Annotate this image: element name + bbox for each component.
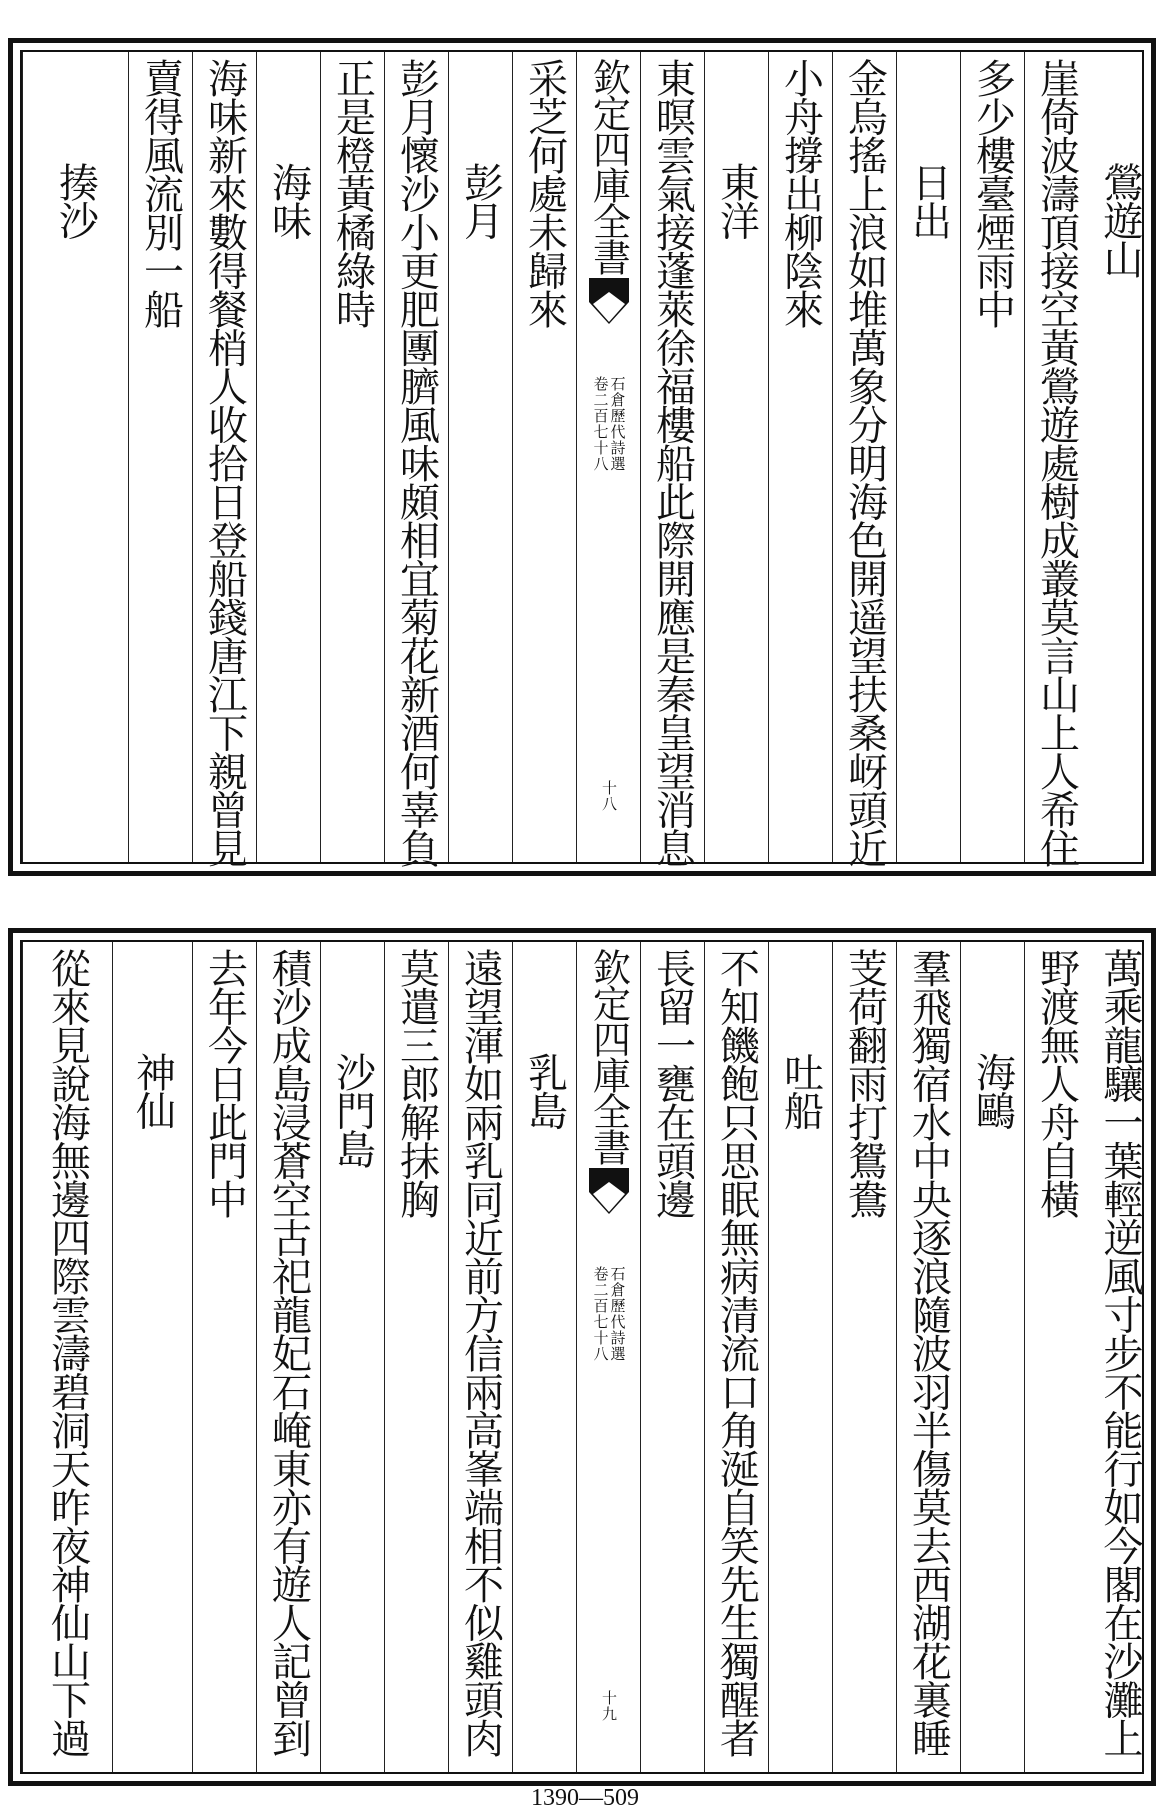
column [192, 52, 256, 867]
column-text: 日出 [905, 162, 952, 239]
center-band [576, 942, 640, 1772]
fish-tail-mark-icon [589, 1168, 629, 1214]
column [512, 52, 576, 862]
column [22, 52, 128, 862]
column-text: 崖倚波濤頂接空黃鶯遊處樹成叢莫言山上人希住 [1033, 58, 1080, 867]
column-text: 吐船 [777, 1052, 824, 1129]
column-text: 沙門島 [329, 1052, 376, 1168]
column [704, 52, 768, 862]
column [768, 942, 832, 1772]
book-title: 欽定四庫全書 [586, 948, 631, 1164]
column-text: 采芝何處未歸來 [521, 58, 568, 328]
column [320, 942, 384, 1772]
fish-tail-mark-icon [589, 278, 629, 324]
column [448, 942, 512, 1772]
bottom-page [8, 928, 1156, 1786]
column-text: 長留一甕在頭邊 [649, 948, 696, 1218]
column-text: 乳島 [521, 1052, 568, 1129]
column-text: 遠望渾如兩乳同近前方信兩高峯端相不似雞頭肉 [457, 948, 504, 1757]
column-text: 金烏搖上浪如堆萬象分明海色開遥望扶桑岈頭近 [841, 58, 888, 867]
column-text: 賣得風流別一船 [137, 58, 184, 328]
column [640, 52, 704, 867]
column-text: 海味新來數得餐梢人收拾日登船錢唐江下親曾見 [201, 58, 248, 867]
column [448, 52, 512, 862]
column [256, 52, 320, 862]
column-text: 不知饑飽只思眠無病清流口角涎自笑先生獨醒者 [713, 948, 760, 1757]
column [256, 942, 320, 1772]
column [640, 942, 704, 1772]
column-text: 海味 [265, 162, 312, 239]
column [1024, 52, 1088, 867]
column [832, 942, 896, 1772]
column [960, 942, 1024, 1772]
column [896, 52, 960, 862]
column-text: 揍沙 [52, 162, 99, 239]
column [768, 52, 832, 862]
page-number: 十八 [600, 780, 618, 812]
column-text: 積沙成島浸蒼空古祀龍妃石崦東亦有遊人記曾到 [265, 948, 312, 1757]
column [896, 942, 960, 1772]
volume-label: 卷二百七十八 [591, 376, 610, 472]
source-title: 石倉歷代詩選 [608, 1266, 627, 1362]
top-page [8, 38, 1156, 876]
column [320, 52, 384, 862]
column [832, 52, 896, 867]
column [384, 52, 448, 867]
column-text: 萬乘龍驤一葉輕逆風寸步不能行如今閣在沙灘上 [1097, 948, 1143, 1757]
volume-label: 卷二百七十八 [591, 1266, 610, 1362]
column-text: 芰荷翻雨打鴛鴦 [841, 948, 888, 1218]
column-text: 鶯遊山 [1097, 162, 1143, 278]
column-text: 彭月 [457, 162, 504, 239]
column [1088, 942, 1152, 1772]
center-band [576, 52, 640, 862]
column-text: 小舟撐出柳陰來 [777, 58, 824, 328]
page-number: 十九 [600, 1690, 618, 1722]
column [112, 942, 192, 1772]
column-text: 從來見說海無邊四際雲濤碧洞天昨夜神仙山下過 [44, 948, 91, 1757]
column [1024, 942, 1088, 1772]
column [704, 942, 768, 1772]
column-text: 海鷗 [969, 1052, 1016, 1129]
column [960, 52, 1024, 862]
book-title: 欽定四庫全書 [586, 58, 631, 274]
column-text: 莫遣三郎解抹胸 [393, 948, 440, 1218]
source-title: 石倉歷代詩選 [608, 376, 627, 472]
column [192, 942, 256, 1772]
column [512, 942, 576, 1772]
column-text: 神仙 [129, 1052, 176, 1129]
column [1088, 52, 1152, 862]
column [22, 942, 112, 1772]
column-text: 羣飛獨宿水中央逐浪隨波羽半傷莫去西湖花裏睡 [905, 948, 952, 1757]
column-text: 東洋 [713, 162, 760, 239]
page-footer-number: 1390—509 [531, 1785, 639, 1811]
column-text: 彭月懷沙小更肥團臍風味頗相宜菊花新酒何辜負 [393, 58, 440, 867]
column [128, 52, 192, 862]
column-text: 正是橙黃橘綠時 [329, 58, 376, 328]
column-text: 野渡無人舟自橫 [1033, 948, 1080, 1218]
column-text: 多少樓臺煙雨中 [969, 58, 1016, 328]
column [384, 942, 448, 1772]
column-text: 去年今日此門中 [201, 948, 248, 1218]
column-text: 東暝雲氣接蓬萊徐福樓船此際開應是秦皇望消息 [649, 58, 696, 867]
